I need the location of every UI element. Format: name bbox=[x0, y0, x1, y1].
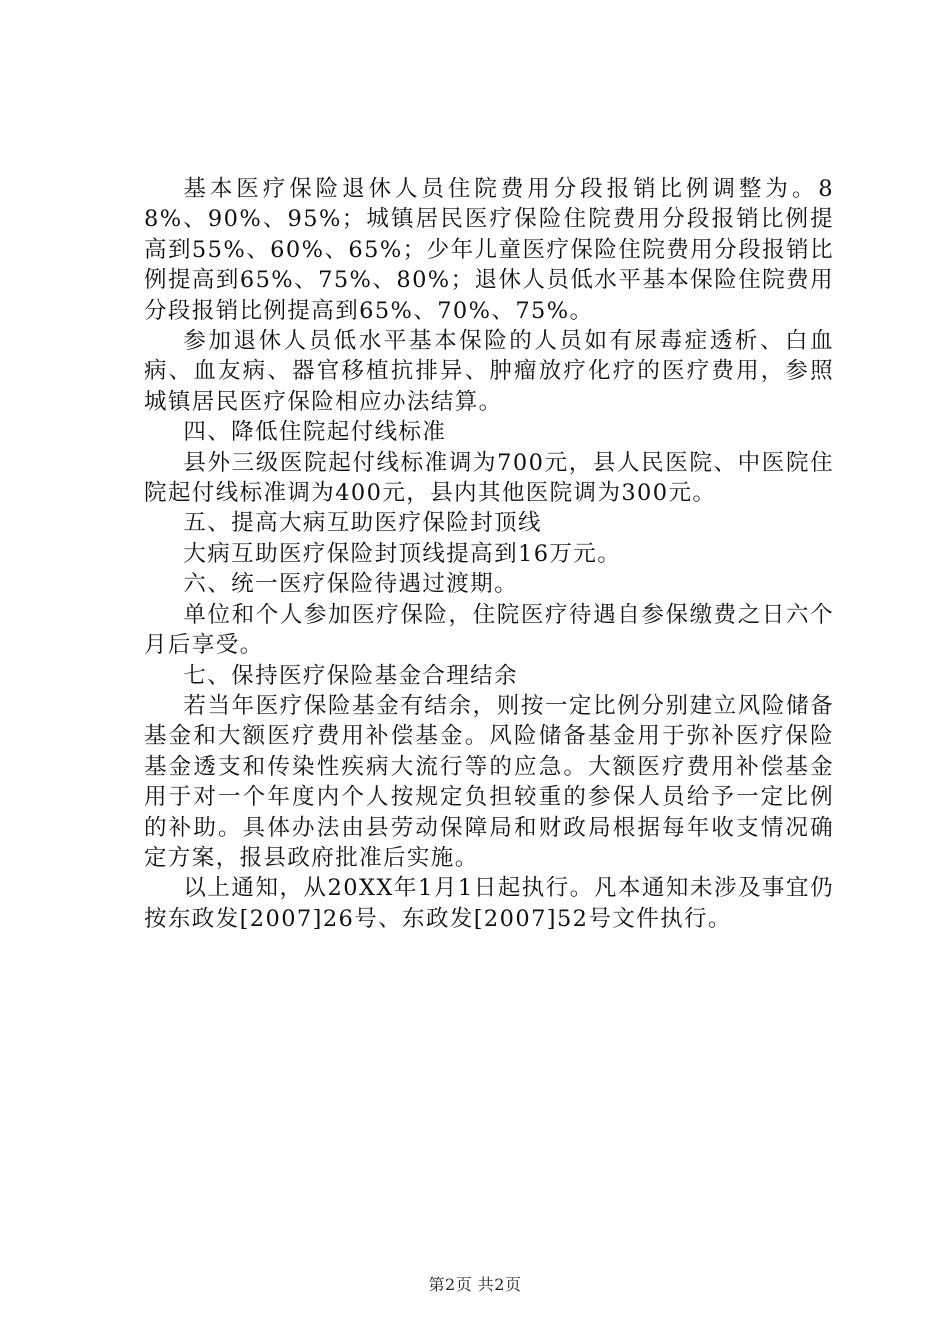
paragraph-serious-illness: 参加退休人员低水平基本保险的人员如有尿毒症透析、白血病、血友病、器官移植抗排异、肿瘤放疗化疗的医疗费用，参照城镇居民医疗保险相应办法结算。 bbox=[144, 328, 834, 415]
paragraph-fund-surplus: 若当年医疗保险基金有结余，则按一定比例分别建立风险储备基金和大额医疗费用补偿基金。风险储备基金用于弥补医疗保险基金透支和传染性疾病大流行等的应急。大额医疗费用补偿基金用于对一个年度内个人按规定负担较重的参保人员给予一定比例的补助。具体办法由县劳动保障局和财政局根据每年收支情况确定方案，报县政府批准后实施。 bbox=[144, 692, 834, 871]
document-body bbox=[144, 174, 834, 934]
page-number-footer: 第2页 共2页 bbox=[428, 1275, 522, 1294]
paragraph-transition-period: 单位和个人参加医疗保险，住院医疗待遇自参保缴费之日六个月后享受。 bbox=[144, 601, 834, 659]
section-heading-7: 七、保持医疗保险基金合理结余 bbox=[183, 662, 518, 689]
paragraph-effective-date: 以上通知，从20XX年1月1日起执行。凡本通知未涉及事宜仍按东政发[2007]26号、东政发[2007]52号文件执行。 bbox=[144, 875, 834, 932]
paragraph-reimbursement-ratios: 基本医疗保险退休人员住院费用分段报销比例调整为。88%、90%、95%；城镇居民医疗保险住院费用分段报销比例提高到55%、60%、65%；少年儿童医疗保险住院费用分段报销比例提高到65%、75%、80%；退休人员低水平基本保险住院费用分段报销比例提高到65%、70%、75%。 bbox=[144, 176, 834, 324]
section-heading-4: 四、降低住院起付线标准 bbox=[183, 419, 447, 446]
section-heading-6: 六、统一医疗保险待遇过渡期。 bbox=[183, 571, 518, 598]
paragraph-deductible-standard: 县外三级医院起付线标准调为700元，县人民医院、中医院住院起付线标准调为400元，县内其他医院调为300元。 bbox=[144, 449, 834, 507]
section-heading-5: 五、提高大病互助医疗保险封顶线 bbox=[183, 510, 542, 537]
paragraph-cap-line: 大病互助医疗保险封顶线提高到16万元。 bbox=[183, 540, 622, 567]
